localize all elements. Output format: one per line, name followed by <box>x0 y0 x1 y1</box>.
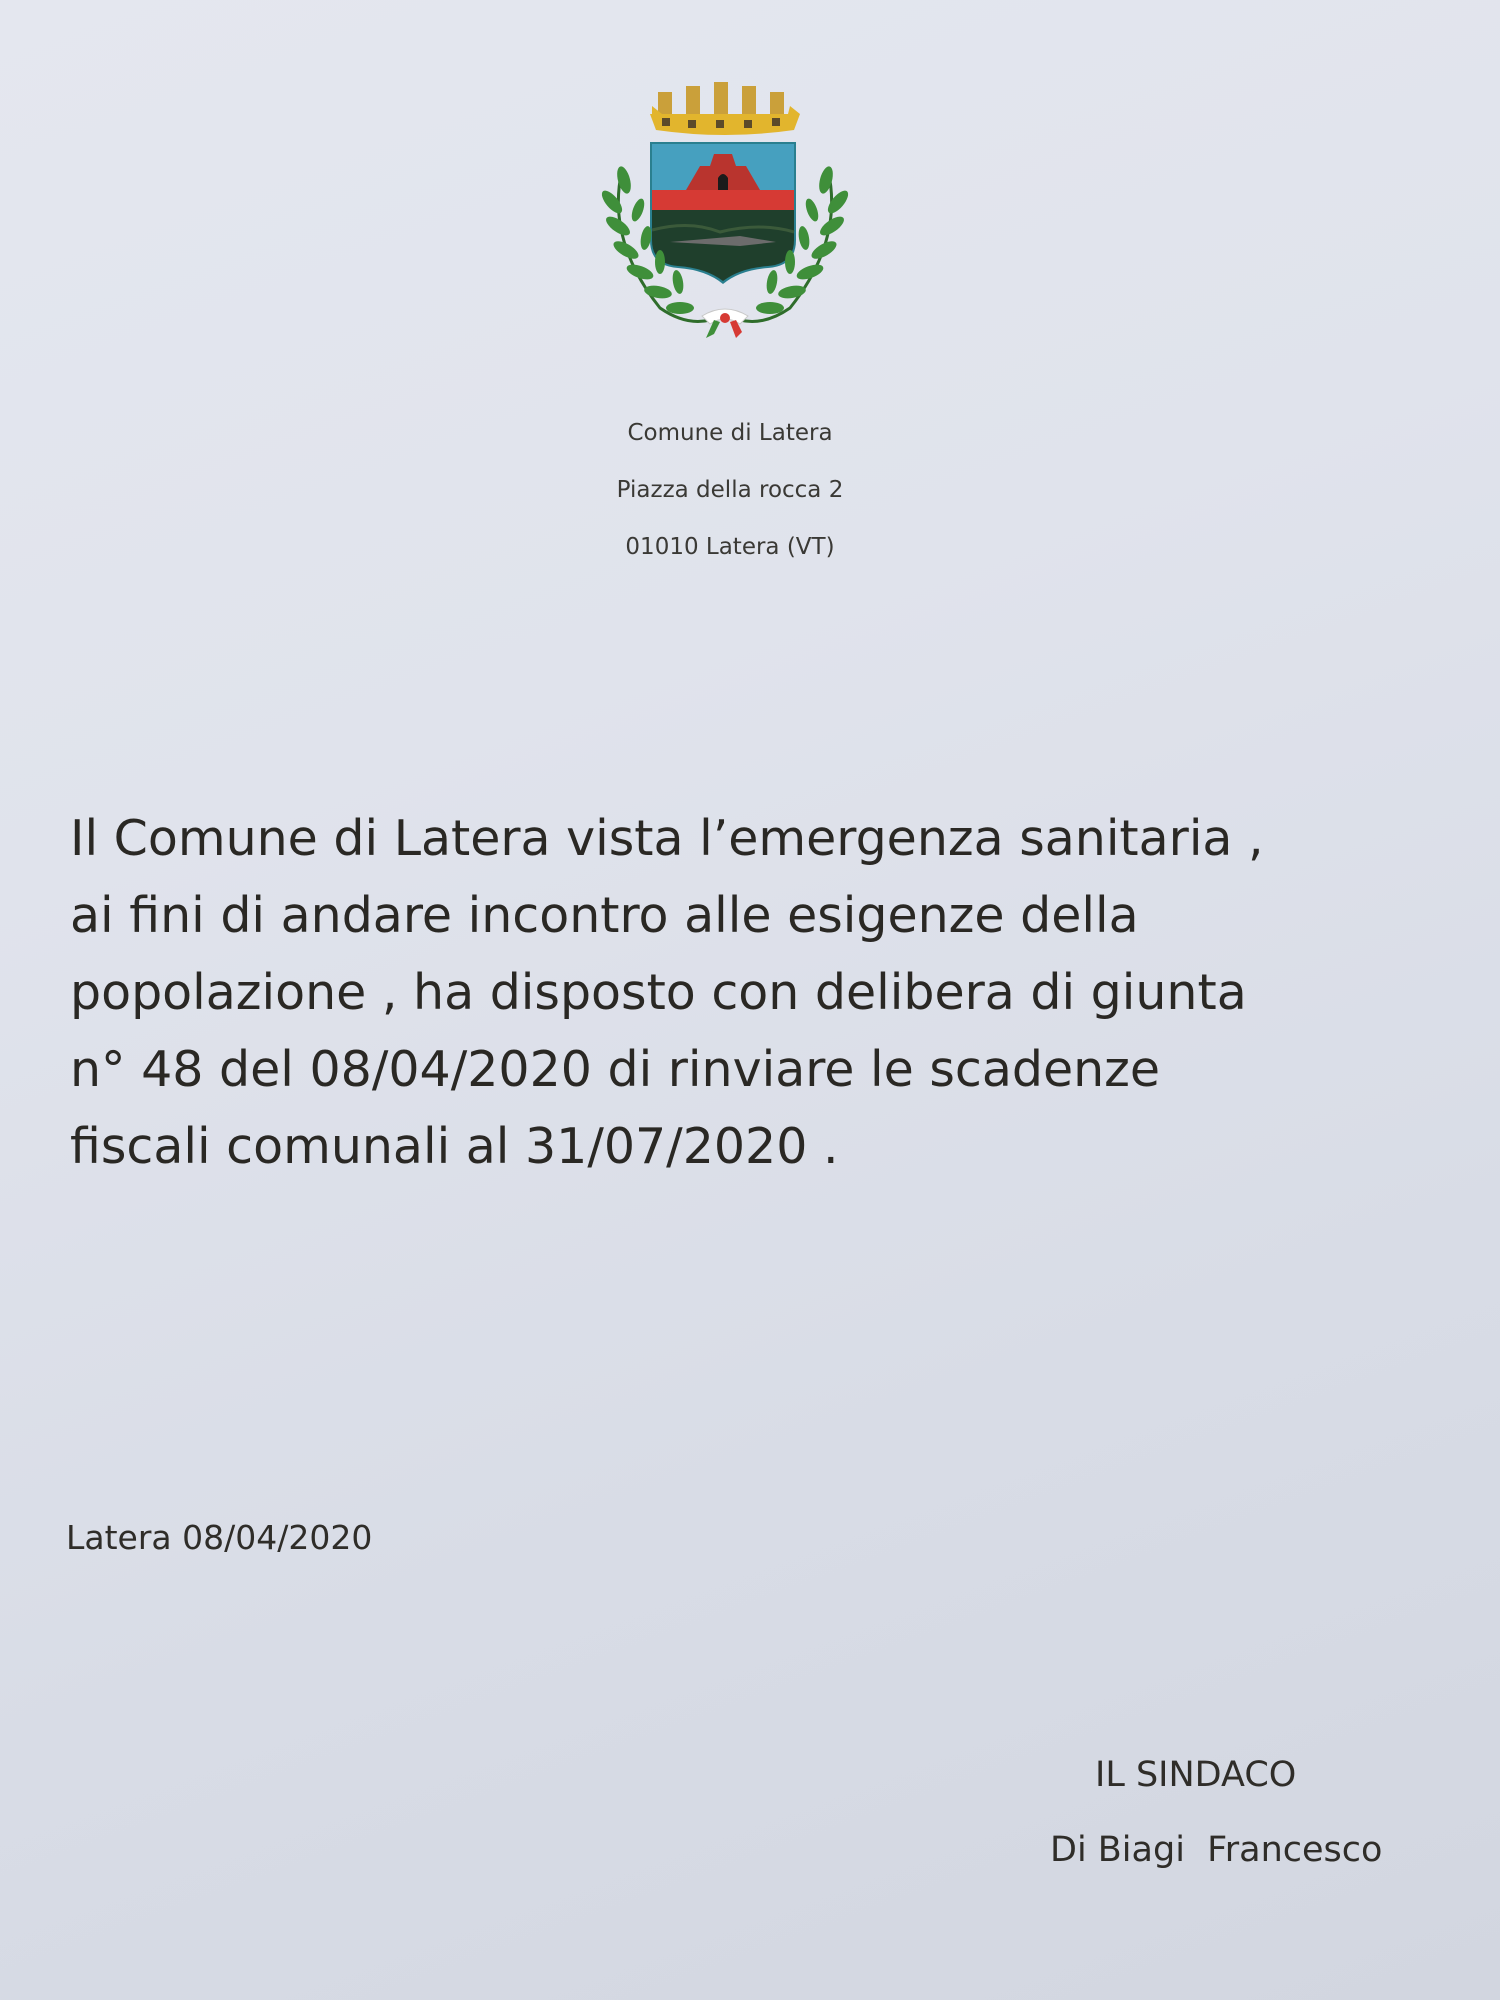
notice-line: fiscali comunali al 31/07/2020 . <box>70 1118 839 1175</box>
notice-body <box>70 800 1450 1185</box>
notice-line: Il Comune di Latera vista l’emergenza sanitaria , <box>70 810 1264 867</box>
coat-of-arms-emblem <box>590 70 860 340</box>
address-postal-code: 01010 Latera (VT) <box>625 534 835 560</box>
signature-name: Di Biagi Francesco <box>1050 1830 1383 1870</box>
address-street: Piazza della rocca 2 <box>616 477 844 503</box>
notice-line: popolazione , ha disposto con delibera di giunta <box>70 964 1247 1021</box>
notice-line: ai fini di andare incontro alle esigenze della <box>70 887 1139 944</box>
notice-line: n° 48 del 08/04/2020 di rinviare le scadenze <box>70 1041 1161 1098</box>
document-date: Latera 08/04/2020 <box>66 1518 373 1557</box>
signature-title: IL SINDACO <box>1095 1755 1297 1795</box>
shield-icon <box>650 142 796 284</box>
crown-icon <box>650 82 800 135</box>
address-municipality: Comune di Latera <box>627 420 833 446</box>
tricolor-ribbon-icon <box>702 309 748 338</box>
